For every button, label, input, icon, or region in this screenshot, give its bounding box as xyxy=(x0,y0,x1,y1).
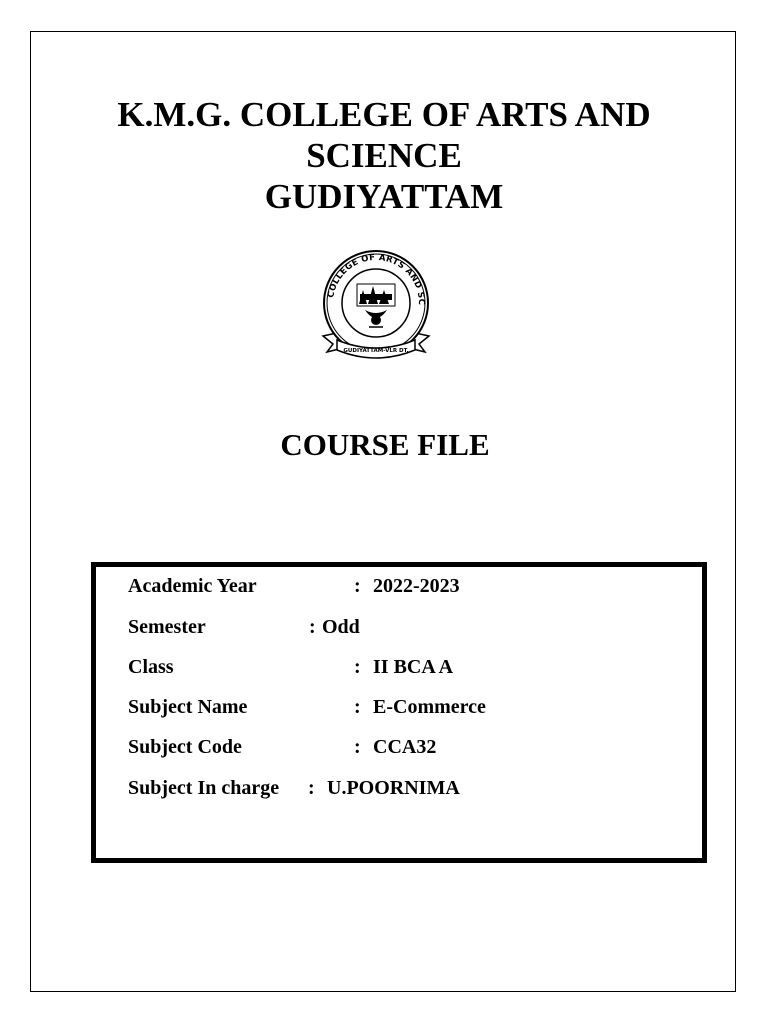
course-file-title: COURSE FILE xyxy=(280,427,490,462)
detail-value: 2022-2023 xyxy=(373,575,460,597)
detail-label: Subject In charge xyxy=(128,777,280,799)
svg-text:K.M.G. COLLEGE OF ARTS AND SCI: COLLEGE OF ARTS AND SC xyxy=(326,252,427,306)
detail-value: II BCA A xyxy=(373,656,454,678)
detail-value: U.POORNIMA xyxy=(327,777,460,799)
detail-label: Subject Code xyxy=(128,736,242,758)
detail-separator: : xyxy=(309,616,316,638)
college-name-line-3: GUDIYATTAM xyxy=(264,177,504,216)
college-name-line-2: SCIENCE xyxy=(306,136,462,175)
detail-value: Odd xyxy=(322,616,360,638)
detail-separator: : xyxy=(354,736,361,758)
detail-separator: : xyxy=(354,575,361,597)
college-name-line-1: K.M.G. COLLEGE OF ARTS AND xyxy=(117,95,651,134)
detail-separator: : xyxy=(354,656,361,678)
college-logo-seal xyxy=(313,250,439,364)
svg-text:GUDIYATTAM-VLR DT.: GUDIYATTAM-VLR DT. xyxy=(343,348,409,354)
detail-value: E-Commerce xyxy=(373,696,486,718)
detail-label: Subject Name xyxy=(128,696,248,718)
detail-separator: : xyxy=(308,777,315,799)
detail-label: Academic Year xyxy=(128,575,257,597)
detail-label: Class xyxy=(128,656,174,678)
detail-value: CCA32 xyxy=(373,736,437,758)
detail-separator: : xyxy=(354,696,361,718)
detail-label: Semester xyxy=(128,616,206,638)
college-name xyxy=(0,94,768,217)
